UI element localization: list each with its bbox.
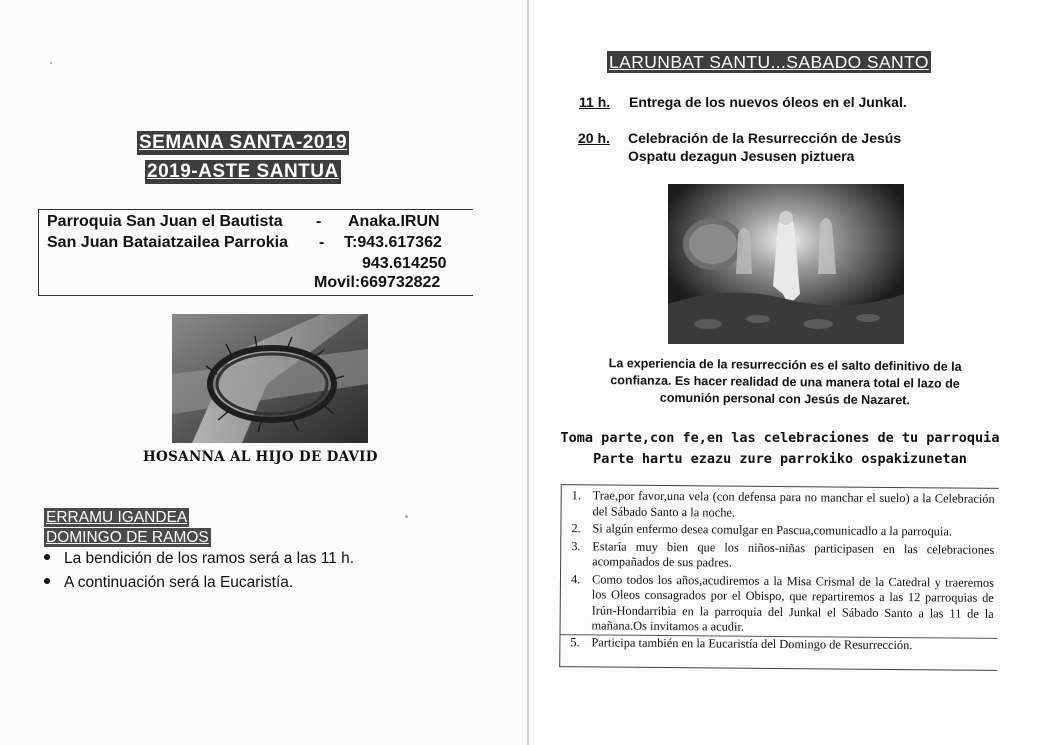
separator: - bbox=[319, 234, 325, 251]
mobile-number: Movil:669732822 bbox=[314, 274, 441, 291]
page-fold bbox=[527, 0, 529, 745]
note-item bbox=[562, 488, 999, 523]
note-number: 3. bbox=[571, 538, 581, 553]
invitation bbox=[560, 428, 1000, 470]
paper-speck bbox=[405, 515, 408, 518]
note-text: Estaría muy bien que los niños-niñas participasen en las celebraciones acompañados de sus padres. bbox=[592, 538, 995, 570]
list-item-text: A continuación será la Eucaristía. bbox=[64, 574, 294, 591]
section-title-spanish: DOMINGO DE RAMOS bbox=[46, 529, 209, 546]
invitation-spanish: Toma parte,con fe,en las celebraciones de tu parroquia bbox=[560, 430, 1000, 446]
parish-name-basque: San Juan Bataiatzailea Parrokia bbox=[47, 234, 288, 251]
note-item bbox=[561, 521, 998, 540]
notes-list bbox=[560, 488, 998, 654]
bullet-icon bbox=[44, 554, 50, 560]
note-number: 1. bbox=[571, 488, 582, 503]
note-item bbox=[561, 572, 999, 638]
bullet-icon bbox=[44, 578, 50, 584]
schedule-text-basque: Ospatu dezagun Jesusen piztuera bbox=[628, 148, 855, 164]
resurrection-image bbox=[668, 184, 904, 344]
schedule-text: Celebración de la Resurrección de Jesús bbox=[628, 130, 902, 146]
note-number: 5. bbox=[570, 634, 580, 649]
invitation-basque: Parte hartu ezazu zure parrokiko ospakizunetan bbox=[593, 451, 967, 467]
parish-name-spanish: Parroquia San Juan el Bautista bbox=[47, 213, 283, 230]
note-number: 2. bbox=[571, 521, 581, 536]
paper-speck bbox=[50, 62, 52, 64]
note-text: Como todos los años,acudiremos a la Misa Crismal de la Catedral y traeremos los Oleos consagrados por el Obispo, que repartiremos a las 12 parroquias de Irún-Hondarribia en la parroquia del Junkal el Sábado Santo a las 11 de la mañana.Os invitamos a acudir. bbox=[591, 571, 995, 634]
separator: - bbox=[316, 213, 322, 230]
crown-of-thorns-image bbox=[172, 314, 368, 443]
note-item bbox=[561, 539, 998, 574]
schedule-text: Entrega de los nuevos óleos en el Junkal. bbox=[629, 94, 907, 110]
note-text: Trae,por favor,una vela (con defensa para no manchar el suelo) a la Celebración del Sábado Santo a la noche. bbox=[592, 488, 995, 520]
resurrection-quote: La experiencia de la resurrección es el salto definitivo de la confianza. Es hacer realidad de una manera total el lazo de comunión personal con Jesús de Nazaret. bbox=[608, 356, 962, 408]
list-item bbox=[44, 571, 354, 595]
notes-box bbox=[559, 484, 999, 671]
phone-number-1: T:943.617362 bbox=[344, 234, 442, 251]
title-basque: 2019-ASTE SANTUA bbox=[147, 161, 339, 182]
image-caption: HOSANNA AL HIJO DE DAVID bbox=[143, 449, 378, 465]
note-number: 4. bbox=[570, 571, 581, 586]
note-item bbox=[560, 634, 997, 654]
note-text: Participa también en la Eucaristía del Domingo de Resurrección. bbox=[591, 634, 913, 652]
schedule-time: 11 h. bbox=[579, 94, 611, 110]
note-text: Si algún enfermo desea comulgar en Pascua,comunicadlo a la parroquia. bbox=[592, 521, 953, 539]
list-item bbox=[44, 547, 354, 571]
schedule-time: 20 h. bbox=[578, 130, 610, 146]
parish-location: Anaka.IRUN bbox=[348, 213, 440, 230]
list-item-text: La bendición de los ramos será a las 11 h. bbox=[64, 550, 355, 567]
parish-info-box bbox=[38, 209, 473, 296]
right-page-title: LARUNBAT SANTU...SABADO SANTO bbox=[609, 52, 929, 72]
title-spanish: SEMANA SANTA-2019 bbox=[139, 132, 348, 153]
phone-number-2: 943.614250 bbox=[362, 255, 447, 272]
bullet-list bbox=[44, 547, 354, 595]
section-title-basque: ERRAMU IGANDEA bbox=[46, 509, 188, 526]
